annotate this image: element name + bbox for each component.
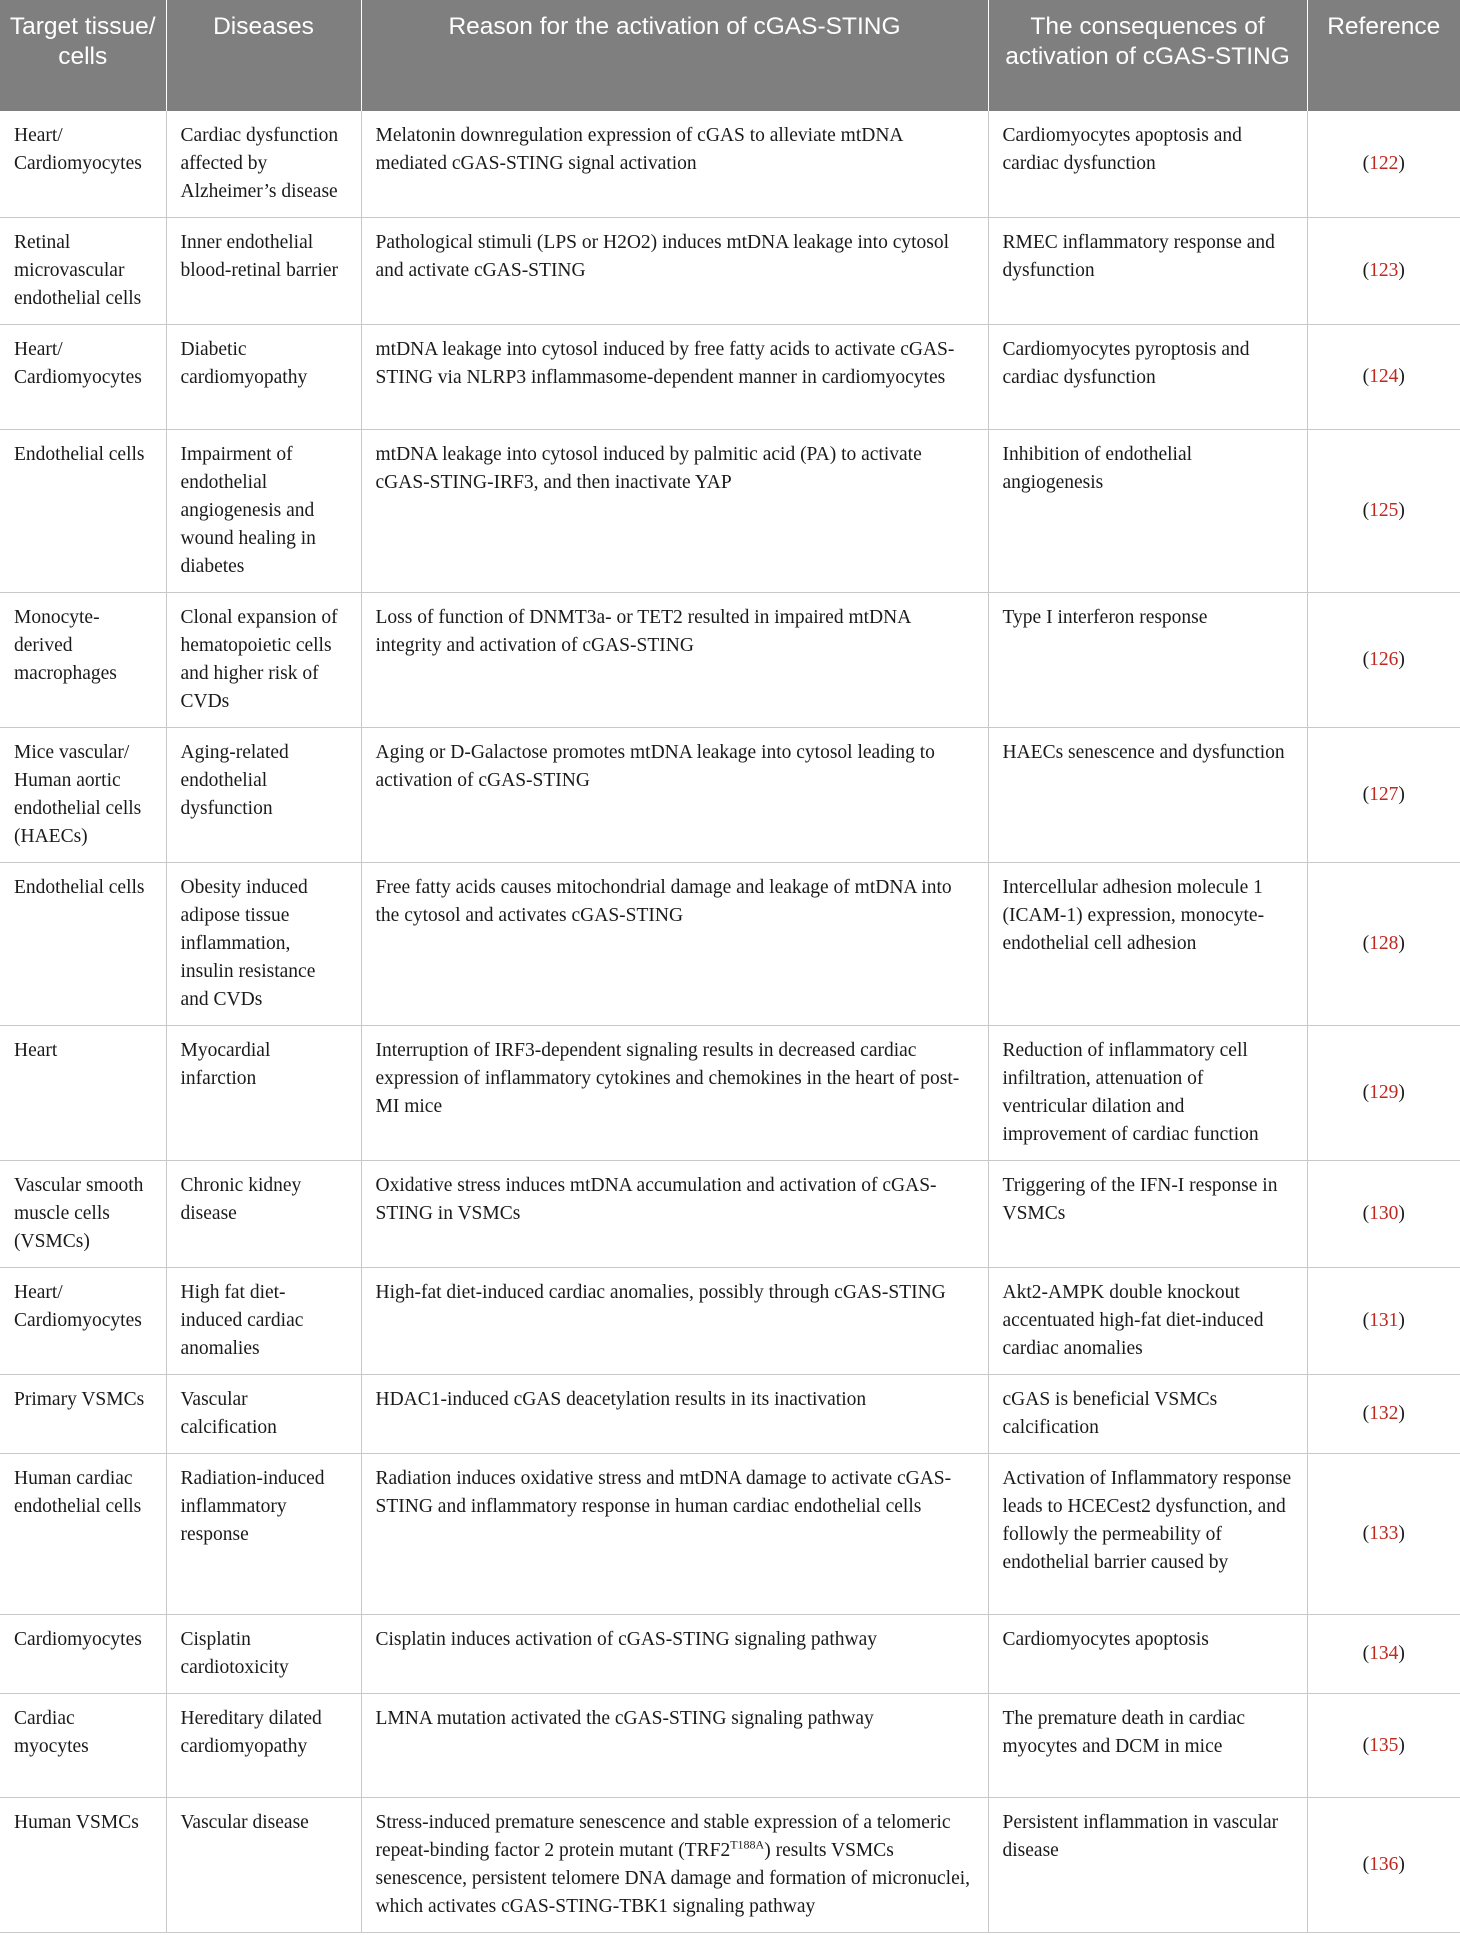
mutation-superscript: T188A — [730, 1837, 765, 1852]
cell-target: Primary VSMCs — [0, 1375, 166, 1454]
reference-link[interactable]: 122 — [1369, 153, 1399, 174]
cell-disease: Diabetic cardiomyopathy — [166, 325, 361, 430]
header-consequences: The consequences of activation of cGAS-STING — [988, 0, 1307, 111]
cell-reference: (131) — [1307, 1268, 1460, 1375]
cell-reference: (128) — [1307, 863, 1460, 1026]
cell-disease: Inner endothelial blood-retinal barrier — [166, 218, 361, 325]
cell-consequence: Persistent inflammation in vascular disease — [988, 1798, 1307, 1933]
cell-reference: (125) — [1307, 430, 1460, 593]
cell-reason: High-fat diet-induced cardiac anomalies, possibly through cGAS-STING — [361, 1268, 988, 1375]
reference-link[interactable]: 131 — [1369, 1310, 1399, 1331]
cell-disease: Obesity induced adipose tissue inflammation, insulin resistance and CVDs — [166, 863, 361, 1026]
cell-reason: Cisplatin induces activation of cGAS-STING signaling pathway — [361, 1615, 988, 1694]
reference-link[interactable]: 135 — [1369, 1734, 1399, 1756]
reference-link[interactable]: 124 — [1369, 366, 1399, 387]
cell-disease: Cardiac dysfunction affected by Alzheimer’s disease — [166, 111, 361, 218]
reference-link[interactable]: 133 — [1369, 1523, 1399, 1544]
cell-reference: (127) — [1307, 728, 1460, 863]
reason-tail: ) results VSMCs senescence, persistent telomere DNA damage and formation of micronuclei, which activates cGAS-STING-TBK1 signaling pathway — [375, 1840, 971, 1917]
cell-target: Heart/ Cardiomyocytes — [0, 325, 166, 430]
table-row — [0, 1375, 1460, 1454]
cell-disease: Impairment of endothelial angiogenesis and wound healing in diabetes — [166, 430, 361, 593]
cell-reason: mtDNA leakage into cytosol induced by free fatty acids to activate cGAS-STING via NLRP3 inflammasome-dependent manner in cardiomyocytes — [361, 325, 988, 430]
reference-link[interactable]: 123 — [1369, 260, 1399, 281]
reference-link[interactable]: 134 — [1369, 1643, 1399, 1664]
cell-disease: Clonal expansion of hematopoietic cells and higher risk of CVDs — [166, 593, 361, 728]
reference-link[interactable]: 132 — [1369, 1403, 1399, 1424]
cell-disease: Aging-related endothelial dysfunction — [166, 728, 361, 863]
cell-reason: LMNA mutation activated the cGAS-STING signaling pathway — [361, 1694, 988, 1798]
cell-target: Cardiomyocytes — [0, 1615, 166, 1694]
cell-reason: Loss of function of DNMT3a- or TET2 resulted in impaired mtDNA integrity and activation of cGAS-STING — [361, 593, 988, 728]
table-row — [0, 1615, 1460, 1694]
cell-reference: (124) — [1307, 325, 1460, 430]
reference-link[interactable]: 128 — [1369, 933, 1399, 954]
cell-target: Vascular smooth muscle cells (VSMCs) — [0, 1161, 166, 1268]
table-body — [0, 111, 1460, 1933]
cell-consequence: Inhibition of endothelial angiogenesis — [988, 430, 1307, 593]
cell-disease: High fat diet-induced cardiac anomalies — [166, 1268, 361, 1375]
cell-reason: Melatonin downregulation expression of cGAS to alleviate mtDNA mediated cGAS-STING signal activation — [361, 111, 988, 218]
table-row — [0, 325, 1460, 430]
table-row — [0, 1798, 1460, 1933]
cell-target: Endothelial cells — [0, 430, 166, 593]
cell-target: Cardiac myocytes — [0, 1694, 166, 1798]
cell-reason: HDAC1-induced cGAS deacetylation results in its inactivation — [361, 1375, 988, 1454]
cell-consequence: Type I interferon response — [988, 593, 1307, 728]
reason-text: Stress-induced premature senescence and stable expression of a telomeric repeat-binding factor 2 protein mutant (TRF2 — [375, 1812, 951, 1861]
cell-reason — [361, 1798, 988, 1933]
table-header — [0, 0, 1460, 111]
reference-link[interactable]: 136 — [1369, 1854, 1399, 1875]
cell-consequence: HAECs senescence and dysfunction — [988, 728, 1307, 863]
cell-disease: Chronic kidney disease — [166, 1161, 361, 1268]
cell-disease: Myocardial infarction — [166, 1026, 361, 1161]
reference-link[interactable]: 125 — [1369, 500, 1399, 521]
cell-reference: (122) — [1307, 111, 1460, 218]
cell-reason: Oxidative stress induces mtDNA accumulation and activation of cGAS-STING in VSMCs — [361, 1161, 988, 1268]
cell-consequence: cGAS is beneficial VSMCs calcification — [988, 1375, 1307, 1454]
header-target: Target tissue/ cells — [0, 0, 166, 111]
cell-consequence: Activation of Inflammatory response leads to HCECest2 dysfunction, and followly the permeability of endothelial barrier caused by — [988, 1454, 1307, 1615]
cell-reason: Free fatty acids causes mitochondrial damage and leakage of mtDNA into the cytosol and activates cGAS-STING — [361, 863, 988, 1026]
cell-target: Retinal microvascular endothelial cells — [0, 218, 166, 325]
cell-reference: (135) — [1307, 1694, 1460, 1798]
cell-target: Human cardiac endothelial cells — [0, 1454, 166, 1615]
table-row — [0, 1026, 1460, 1161]
cell-disease: Vascular disease — [166, 1798, 361, 1933]
cell-reason: Aging or D-Galactose promotes mtDNA leakage into cytosol leading to activation of cGAS-STING — [361, 728, 988, 863]
header-reason: Reason for the activation of cGAS-STING — [361, 0, 988, 111]
cell-target: Heart/ Cardiomyocytes — [0, 1268, 166, 1375]
header-diseases: Diseases — [166, 0, 361, 111]
cell-reason: Pathological stimuli (LPS or H2O2) induces mtDNA leakage into cytosol and activate cGAS-STING — [361, 218, 988, 325]
cell-consequence: Akt2-AMPK double knockout accentuated high-fat diet-induced cardiac anomalies — [988, 1268, 1307, 1375]
reference-link[interactable]: 130 — [1369, 1203, 1399, 1224]
cell-target: Heart — [0, 1026, 166, 1161]
cell-disease: Cisplatin cardiotoxicity — [166, 1615, 361, 1694]
table-row — [0, 1454, 1460, 1615]
cell-target: Monocyte-derived macrophages — [0, 593, 166, 728]
cell-consequence: Intercellular adhesion molecule 1 (ICAM-1) expression, monocyte-endothelial cell adhesion — [988, 863, 1307, 1026]
cell-reference: (133) — [1307, 1454, 1460, 1615]
cell-target: Heart/ Cardiomyocytes — [0, 111, 166, 218]
cell-consequence: Triggering of the IFN-I response in VSMCs — [988, 1161, 1307, 1268]
reference-link[interactable]: 129 — [1369, 1082, 1399, 1103]
cell-target: Human VSMCs — [0, 1798, 166, 1933]
table-row — [0, 430, 1460, 593]
cell-reference: (129) — [1307, 1026, 1460, 1161]
reference-link[interactable]: 126 — [1369, 649, 1399, 670]
table-row — [0, 1268, 1460, 1375]
cell-reference: (126) — [1307, 593, 1460, 728]
cell-reference: (132) — [1307, 1375, 1460, 1454]
cell-reference: (136) — [1307, 1798, 1460, 1933]
cell-consequence: Cardiomyocytes apoptosis — [988, 1615, 1307, 1694]
cell-consequence: The premature death in cardiac myocytes and DCM in mice — [988, 1694, 1307, 1798]
cell-disease: Vascular calcification — [166, 1375, 361, 1454]
cell-target: Mice vascular/ Human aortic endothelial cells (HAECs) — [0, 728, 166, 863]
cell-consequence: Reduction of inflammatory cell infiltration, attenuation of ventricular dilation and improvement of cardiac function — [988, 1026, 1307, 1161]
cell-disease: Radiation-induced inflammatory response — [166, 1454, 361, 1615]
table-row — [0, 593, 1460, 728]
table-row — [0, 218, 1460, 325]
cell-consequence: RMEC inflammatory response and dysfunction — [988, 218, 1307, 325]
cell-target: Endothelial cells — [0, 863, 166, 1026]
header-reference: Reference — [1307, 0, 1460, 111]
table-row — [0, 728, 1460, 863]
cell-reference: (134) — [1307, 1615, 1460, 1694]
table-row — [0, 1161, 1460, 1268]
cell-reason: Radiation induces oxidative stress and mtDNA damage to activate cGAS-STING and inflammatory response in human cardiac endothelial cells — [361, 1454, 988, 1615]
table-row — [0, 111, 1460, 218]
table-row — [0, 1694, 1460, 1798]
cell-consequence: Cardiomyocytes pyroptosis and cardiac dysfunction — [988, 325, 1307, 430]
cell-consequence: Cardiomyocytes apoptosis and cardiac dysfunction — [988, 111, 1307, 218]
cell-disease: Hereditary dilated cardiomyopathy — [166, 1694, 361, 1798]
table-row — [0, 863, 1460, 1026]
cell-reference: (130) — [1307, 1161, 1460, 1268]
reference-link[interactable]: 127 — [1369, 784, 1399, 805]
cell-reference: (123) — [1307, 218, 1460, 325]
cell-reason: Interruption of IRF3-dependent signaling results in decreased cardiac expression of inflammatory cytokines and chemokines in the heart of post-MI mice — [361, 1026, 988, 1161]
cell-reason: mtDNA leakage into cytosol induced by palmitic acid (PA) to activate cGAS-STING-IRF3, and then inactivate YAP — [361, 430, 988, 593]
